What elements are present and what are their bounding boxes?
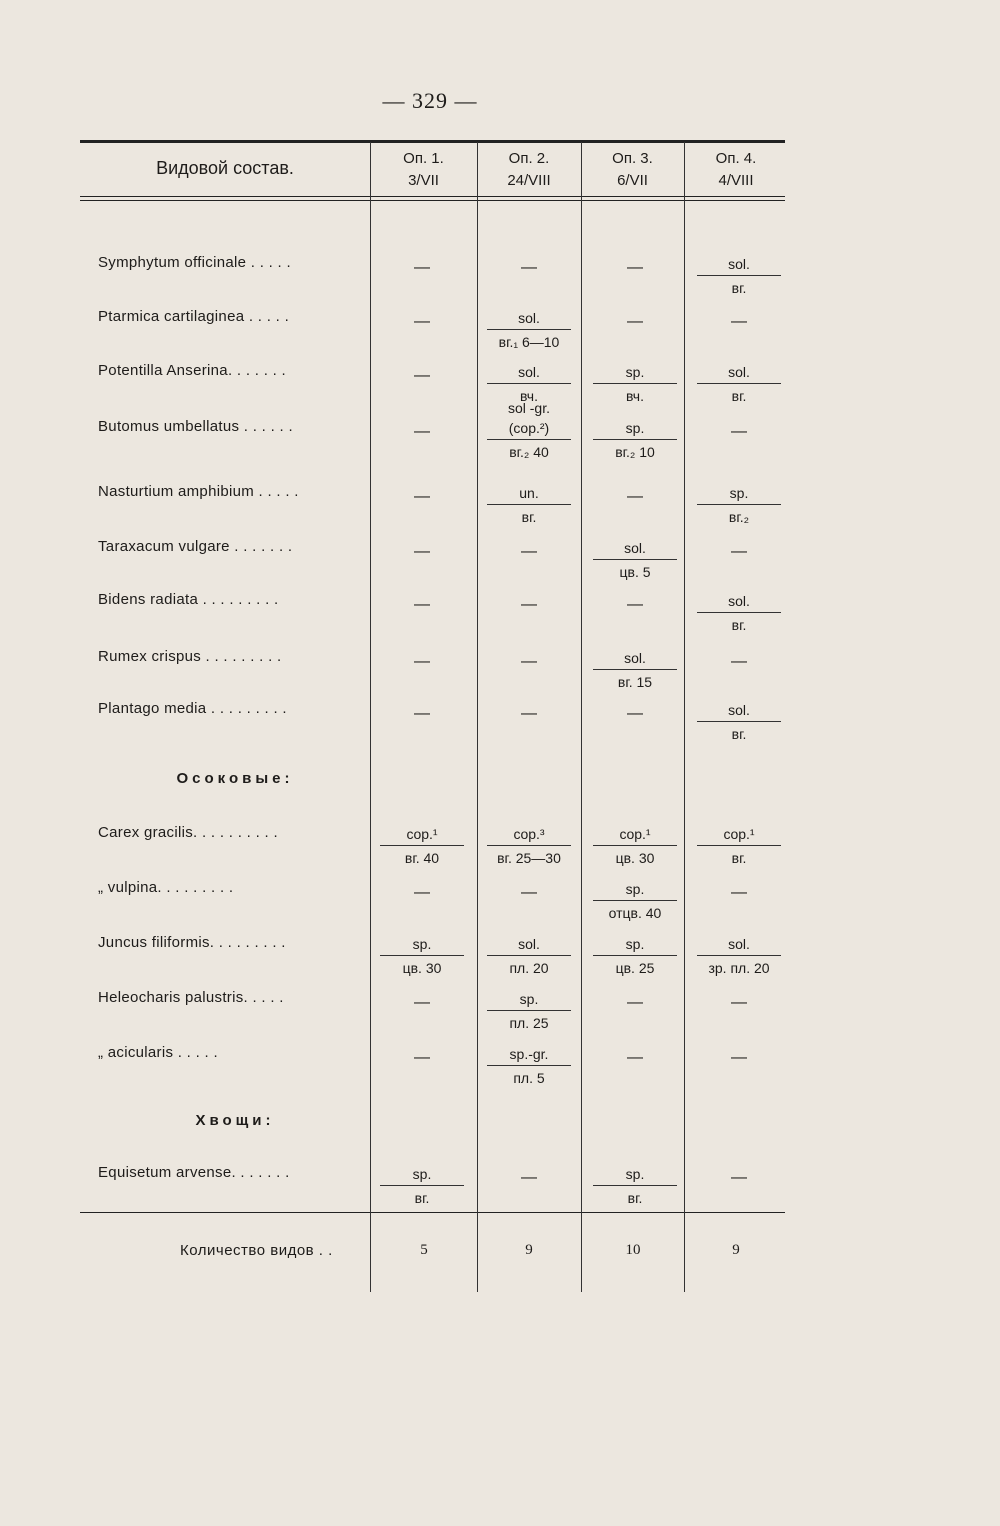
table-row <box>0 483 1000 543</box>
species-name: Potentilla Anserina. . . . . . . <box>98 362 287 379</box>
empty-dash: — <box>627 1049 643 1066</box>
table-cell <box>477 824 581 868</box>
table-cell <box>370 483 474 507</box>
fraction-bar <box>593 559 677 560</box>
totals-label: Количество видов . . <box>180 1242 333 1259</box>
table-top-rule <box>80 140 785 143</box>
table-cell <box>583 648 687 692</box>
total-value: 9 <box>732 1242 740 1258</box>
table-cell <box>370 308 474 332</box>
cell-phenophase: вг. <box>731 280 747 296</box>
fraction-bar <box>380 845 464 846</box>
table-cell <box>583 591 687 615</box>
table-cell <box>687 254 791 298</box>
fraction-bar <box>697 383 781 384</box>
cell-phenophase: цв. 25 <box>615 960 655 976</box>
fraction-bar <box>380 1185 464 1186</box>
cell-phenophase: цв. 30 <box>402 960 442 976</box>
cell-phenophase: пл. 25 <box>509 1015 549 1031</box>
total-value: 5 <box>420 1242 428 1258</box>
fraction-bar <box>487 1010 571 1011</box>
cell-phenophase: вч. <box>626 388 644 404</box>
fraction-bar <box>487 329 571 330</box>
table-cell <box>687 538 791 562</box>
cell-abundance: cop.¹ <box>619 826 651 842</box>
species-name: Carex gracilis. . . . . . . . . . <box>98 824 278 841</box>
empty-dash: — <box>521 1169 537 1186</box>
cell-phenophase: вг. <box>731 617 747 633</box>
table-cell <box>370 879 474 903</box>
table-cell <box>477 700 581 724</box>
cell-phenophase: вг. 25—30 <box>497 850 561 866</box>
cell-abundance: sol. <box>518 310 540 326</box>
table-cell <box>477 1044 581 1088</box>
empty-dash: — <box>521 884 537 901</box>
table-cell <box>370 591 474 615</box>
table-cell <box>583 989 687 1013</box>
column-header-label: Оп. 3. <box>612 150 653 167</box>
empty-dash: — <box>627 259 643 276</box>
column-header-label: Оп. 2. <box>508 150 550 167</box>
table-cell <box>370 700 474 724</box>
table-cell <box>370 1164 474 1208</box>
empty-dash: — <box>414 367 430 384</box>
column-header-label: Оп. 4. <box>715 150 757 167</box>
species-name: Equisetum arvense. . . . . . . <box>98 1164 290 1181</box>
empty-dash: — <box>627 313 643 330</box>
column-header <box>581 148 684 192</box>
empty-dash: — <box>731 313 747 330</box>
cell-abundance: (cop.²) <box>508 420 550 436</box>
empty-dash: — <box>731 1169 747 1186</box>
fraction-bar <box>487 383 571 384</box>
cell-phenophase: вг. <box>731 388 747 404</box>
cell-phenophase: цв. 5 <box>619 564 651 580</box>
table-cell <box>370 538 474 562</box>
species-name: Rumex crispus . . . . . . . . . <box>98 648 282 665</box>
empty-dash: — <box>414 313 430 330</box>
fraction-bar <box>487 955 571 956</box>
empty-dash: — <box>731 994 747 1011</box>
table-cell <box>687 879 791 903</box>
cell-phenophase: пл. 20 <box>509 960 549 976</box>
table-row <box>0 591 1000 651</box>
table-row <box>0 648 1000 708</box>
table-row <box>0 1044 1000 1104</box>
table-cell <box>687 1044 791 1068</box>
cell-abundance: sp. <box>625 1166 645 1182</box>
empty-dash: — <box>731 884 747 901</box>
fraction-bar <box>487 439 571 440</box>
fraction-bar <box>697 845 781 846</box>
header-bottom-rule-2 <box>80 200 785 201</box>
cell-abundance: sol. <box>728 256 750 272</box>
cell-phenophase: вг. <box>414 1190 430 1206</box>
cell-phenophase: вг. 15 <box>617 674 653 690</box>
cell-abundance: sp. <box>412 1166 432 1182</box>
table-row <box>0 934 1000 994</box>
cell-abundance: cop.¹ <box>723 826 755 842</box>
empty-dash: — <box>521 259 537 276</box>
table-cell <box>477 308 581 352</box>
cell-phenophase: вг. <box>731 850 747 866</box>
fraction-bar <box>487 1065 571 1066</box>
cell-abundance: cop.¹ <box>406 826 438 842</box>
species-name: Symphytum officinale . . . . . <box>98 254 291 271</box>
cell-abundance: sp. <box>625 364 645 380</box>
table-cell <box>583 483 687 507</box>
cell-abundance: sp.-gr. <box>509 1046 549 1062</box>
section-heading: Хвощи: <box>195 1112 275 1129</box>
empty-dash: — <box>731 653 747 670</box>
column-header <box>477 148 581 192</box>
table-row <box>0 879 1000 939</box>
fraction-bar <box>487 845 571 846</box>
table-row <box>0 400 1000 478</box>
empty-dash: — <box>627 705 643 722</box>
fraction-bar <box>593 845 677 846</box>
cell-phenophase: вч. <box>520 388 538 404</box>
header-bottom-rule <box>80 196 785 197</box>
table-cell <box>477 538 581 562</box>
cell-abundance: sp. <box>412 936 432 952</box>
fraction-bar <box>697 955 781 956</box>
empty-dash: — <box>731 1049 747 1066</box>
empty-dash: — <box>521 653 537 670</box>
fraction-bar <box>380 955 464 956</box>
page-number: — 329 — <box>382 88 478 113</box>
species-name: Bidens radiata . . . . . . . . . <box>98 591 279 608</box>
cell-abundance: sol. <box>624 540 646 556</box>
table-cell <box>370 1044 474 1068</box>
table-cell <box>477 1164 581 1188</box>
table-cell <box>477 591 581 615</box>
table-cell <box>583 700 687 724</box>
table-cell <box>687 989 791 1013</box>
table-cell <box>583 308 687 332</box>
table-row <box>0 1164 1000 1224</box>
cell-abundance: sp. <box>519 991 539 1007</box>
empty-dash: — <box>731 543 747 560</box>
table-row <box>0 254 1000 314</box>
table-row <box>0 989 1000 1049</box>
table-cell <box>583 418 687 462</box>
empty-dash: — <box>414 884 430 901</box>
table-cell <box>370 648 474 672</box>
empty-dash: — <box>731 423 747 440</box>
cell-phenophase: пл. 5 <box>513 1070 545 1086</box>
cell-abundance-extra: sol -gr. <box>507 400 550 416</box>
table-cell <box>370 934 474 978</box>
cell-phenophase: вг.₂ 10 <box>615 444 655 460</box>
empty-dash: — <box>414 423 430 440</box>
table-cell <box>687 824 791 868</box>
species-name: Butomus umbellatus . . . . . . <box>98 418 293 435</box>
total-value: 9 <box>525 1242 533 1258</box>
species-name: Heleocharis palustris. . . . . <box>98 989 284 1006</box>
total-value: 10 <box>625 1242 641 1258</box>
cell-phenophase: вг. 40 <box>404 850 440 866</box>
fraction-bar <box>593 439 677 440</box>
table-cell <box>583 362 687 406</box>
empty-dash: — <box>414 543 430 560</box>
table-cell <box>687 648 791 672</box>
table-row <box>0 824 1000 884</box>
empty-dash: — <box>521 543 537 560</box>
cell-phenophase: вг.₂ <box>728 509 750 525</box>
fraction-bar <box>697 275 781 276</box>
table-cell <box>687 934 791 978</box>
empty-dash: — <box>414 705 430 722</box>
cell-abundance: sol. <box>518 364 540 380</box>
empty-dash: — <box>627 596 643 613</box>
empty-dash: — <box>414 994 430 1011</box>
empty-dash: — <box>414 1049 430 1066</box>
cell-abundance: sp. <box>729 485 749 501</box>
cell-phenophase: вг.₁ 6—10 <box>498 334 560 350</box>
species-column-header: Видовой состав. <box>156 158 294 178</box>
cell-phenophase: вг. <box>627 1190 643 1206</box>
fraction-bar <box>593 383 677 384</box>
cell-abundance: sp. <box>625 936 645 952</box>
column-header-date: 4/VIII <box>718 172 754 189</box>
fraction-bar <box>487 504 571 505</box>
empty-dash: — <box>414 653 430 670</box>
empty-dash: — <box>627 994 643 1011</box>
cell-phenophase: зр. пл. 20 <box>708 960 770 976</box>
table-row <box>0 538 1000 598</box>
table-cell <box>477 483 581 527</box>
fraction-bar <box>697 721 781 722</box>
fraction-bar <box>593 1185 677 1186</box>
fraction-bar <box>593 900 677 901</box>
empty-dash: — <box>521 705 537 722</box>
empty-dash: — <box>627 488 643 505</box>
species-name: Nasturtium amphibium . . . . . <box>98 483 299 500</box>
cell-abundance: sol. <box>728 593 750 609</box>
table-cell <box>687 591 791 635</box>
table-cell <box>477 398 581 462</box>
fraction-bar <box>697 504 781 505</box>
cell-abundance: sol. <box>518 936 540 952</box>
column-header-date: 3/VII <box>408 172 439 189</box>
column-header <box>684 148 788 192</box>
table-cell <box>583 934 687 978</box>
fraction-bar <box>593 669 677 670</box>
cell-abundance: sol. <box>728 702 750 718</box>
table-row <box>0 308 1000 368</box>
empty-dash: — <box>521 596 537 613</box>
table-cell <box>687 308 791 332</box>
cell-abundance: sol. <box>728 936 750 952</box>
table-cell <box>477 254 581 278</box>
table-cell <box>583 1164 687 1208</box>
table-cell <box>583 254 687 278</box>
table-cell <box>477 989 581 1033</box>
table-cell <box>477 879 581 903</box>
table-cell <box>687 483 791 527</box>
species-name: Ptarmica cartilaginea . . . . . <box>98 308 290 325</box>
table-cell <box>370 989 474 1013</box>
table-cell <box>477 934 581 978</box>
table-cell <box>687 700 791 744</box>
table-cell <box>583 538 687 582</box>
table-cell <box>370 418 474 442</box>
cell-abundance: sol. <box>624 650 646 666</box>
species-name: „ vulpina. . . . . . . . . <box>98 879 234 896</box>
cell-phenophase: цв. 30 <box>615 850 655 866</box>
fraction-bar <box>697 612 781 613</box>
empty-dash: — <box>414 596 430 613</box>
empty-dash: — <box>414 259 430 276</box>
column-header-date: 24/VIII <box>507 172 551 189</box>
section-heading: Осоковые: <box>176 770 294 787</box>
cell-abundance: sp. <box>625 420 645 436</box>
table-cell <box>687 1164 791 1188</box>
cell-phenophase: отцв. 40 <box>608 905 662 921</box>
column-header-label: Оп. 1. <box>403 150 444 167</box>
fraction-bar <box>593 955 677 956</box>
cell-phenophase: вг. <box>521 509 537 525</box>
species-name: „ acicularis . . . . . <box>98 1044 218 1061</box>
cell-abundance: cop.³ <box>513 826 545 842</box>
empty-dash: — <box>414 488 430 505</box>
cell-abundance: sp. <box>625 881 645 897</box>
table-cell <box>370 254 474 278</box>
species-name: Juncus filiformis. . . . . . . . . <box>98 934 286 951</box>
table-cell <box>370 824 474 868</box>
table-cell <box>477 648 581 672</box>
table-cell <box>370 362 474 386</box>
column-header-date: 6/VII <box>617 172 648 189</box>
cell-phenophase: вг. <box>731 726 747 742</box>
cell-abundance: un. <box>519 485 539 501</box>
species-name: Taraxacum vulgare . . . . . . . <box>98 538 293 555</box>
table-row <box>0 700 1000 760</box>
table-cell <box>687 362 791 406</box>
table-cell <box>583 824 687 868</box>
column-header <box>370 148 477 192</box>
table-cell <box>687 418 791 442</box>
cell-abundance: sol. <box>728 364 750 380</box>
species-name: Plantago media . . . . . . . . . <box>98 700 287 717</box>
cell-phenophase: вг.₂ 40 <box>509 444 549 460</box>
table-cell <box>583 1044 687 1068</box>
table-cell <box>583 879 687 923</box>
